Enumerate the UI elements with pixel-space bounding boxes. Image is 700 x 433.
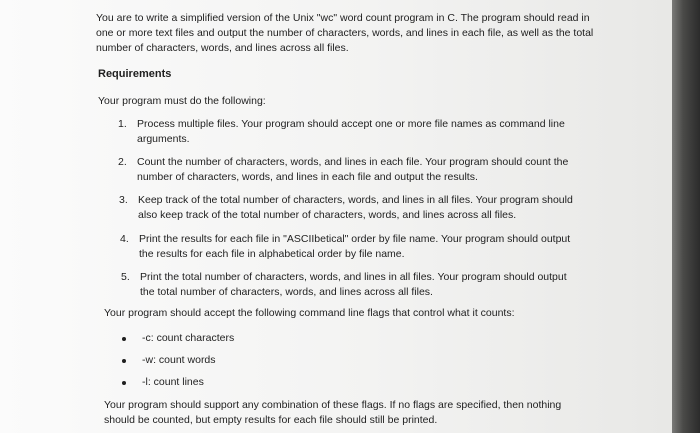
list-text: Process multiple files. Your program should accept one or more file names as command line arguments. <box>137 118 565 145</box>
requirements-heading: Requirements <box>98 68 172 80</box>
flag-text: -c: count characters <box>142 332 235 344</box>
list-number: 1. <box>118 118 127 130</box>
list-number: 3. <box>119 194 128 206</box>
flag-text: -w: count words <box>142 354 216 366</box>
bullet-icon <box>122 337 126 341</box>
requirements-lead: Your program must do the following: <box>98 95 266 107</box>
bullet-icon <box>122 359 126 363</box>
intro-paragraph: You are to write a simplified version of the Unix "wc" word count program in C. The program should read in one or more text files and output the number of characters, words, and lines in each file, as well as the total number of characters, words, and lines across all files. <box>96 12 594 54</box>
page-edge-shadow <box>672 0 700 433</box>
list-text: Count the number of characters, words, and lines in each file. Your program should count the number of characters, words, and lines in each file and output the results. <box>137 156 569 183</box>
outro-paragraph: Your program should support any combination of these flags. If no flags are specified, then nothing should be counted, but empty results for each file should still be printed. <box>104 399 562 426</box>
flags-lead: Your program should accept the following command line flags that control what it counts: <box>104 307 515 319</box>
list-text: Print the total number of characters, words, and lines in all files. Your program should output the total number of characters, words, and lines across all files. <box>140 271 567 298</box>
list-number: 5. <box>121 271 130 283</box>
flag-text: -l: count lines <box>142 376 204 388</box>
bullet-icon <box>122 381 126 385</box>
list-number: 2. <box>118 156 127 168</box>
list-text: Keep track of the total number of characters, words, and lines in all files. Your program should also keep track of the total number of characters, words, and lines across all files. <box>138 194 573 221</box>
list-number: 4. <box>120 233 129 245</box>
list-text: Print the results for each file in "ASCIIbetical" order by file name. Your program should output the results for each file in alphabetical order by file name. <box>139 233 571 260</box>
